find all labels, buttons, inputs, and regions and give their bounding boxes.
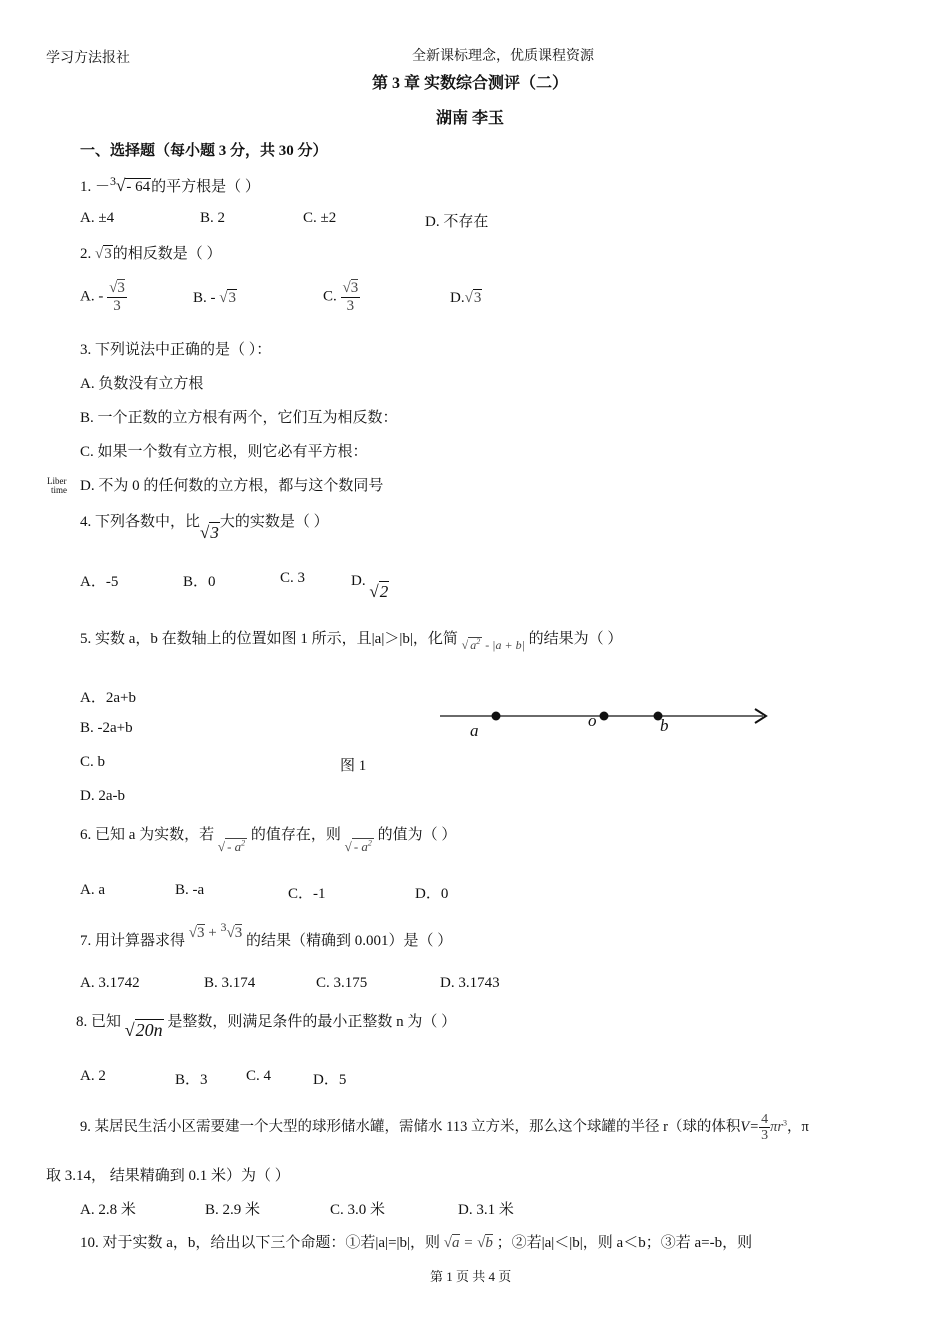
watermark-logo: Liber time (47, 476, 67, 495)
q6-option-d: D．0 (415, 886, 449, 902)
q5-option-b: B. -2a+b (80, 720, 133, 736)
q1-option-b: B. 2 (200, 210, 226, 226)
question-9-line2: 取 3.14， 结果精确到 0.1 米）为（ ） (46, 1168, 290, 1184)
q4-option-b: B．0 (183, 574, 216, 590)
question-7: 7. 用计算器求得 √3 + $^3$√3 的结果（精确到 0.001）是（ ） (80, 920, 453, 949)
q1-option-a: A. ±4 (80, 210, 115, 226)
q2-option-d: D.√3 (450, 290, 482, 306)
point-a (492, 712, 501, 721)
q8-option-d: D．5 (313, 1072, 347, 1088)
number-line-figure (435, 700, 775, 745)
question-4: 4. 下列各数中，比√3大的实数是（ ） (80, 514, 329, 542)
q9-option-b: B. 2.9 米 (205, 1202, 261, 1218)
q3-option-a: A. 负数没有立方根 (80, 376, 204, 392)
figure-caption: 图 1 (340, 758, 367, 774)
label-a: a (470, 721, 479, 740)
q9-option-a: A. 2.8 米 (80, 1202, 136, 1218)
question-1: 1. －$^3$√- 64的平方根是（ ） (80, 174, 260, 195)
point-o (600, 712, 609, 721)
q1-option-d: D. 不存在 (425, 214, 489, 230)
q8-option-b: B．3 (175, 1072, 208, 1088)
question-2: 2. √3的相反数是（ ） (80, 246, 222, 262)
q6-option-b: B. -a (175, 882, 205, 898)
label-o: o (588, 711, 597, 730)
question-5: 5. 实数 a，b 在数轴上的位置如图 1 所示，且|a|＞|b|，化简 $_{√ a^2 - |a + b|}$ 的结果为（ ） (80, 631, 623, 652)
q9-option-d: D. 3.1 米 (458, 1202, 514, 1218)
page-footer: 第 1 页 共 4 页 (430, 1269, 512, 1284)
q5-option-a: A．2a+b (80, 690, 136, 706)
label-b: b (660, 716, 669, 735)
q7-option-d: D. 3.1743 (440, 975, 500, 991)
question-6: 6. 已知 a 为实数，若 √ - $a^2$ 的值存在，则 √ - $a^2$ 的值为（ ） (80, 827, 457, 854)
q7-option-a: A. 3.1742 (80, 975, 140, 991)
header-slogan: 全新课标理念，优质课程资源 (412, 49, 594, 64)
question-10: 10. 对于实数 a，b，给出以下三个命题：①若|a|=|b|，则 √a = √b ；②若|a|＜|b|，则 a＜b；③若 a=-b，则 (80, 1235, 753, 1251)
q5-option-d: D. 2a-b (80, 788, 125, 804)
section-heading: 一、选择题（每小题 3 分，共 30 分） (80, 143, 328, 159)
q9-option-c: C. 3.0 米 (330, 1202, 386, 1218)
q6-option-a: A. a (80, 882, 105, 898)
question-3: 3. 下列说法中正确的是（ ）： (80, 342, 272, 358)
q2-option-a: A. - $\frac{√3}{3}$ (80, 280, 125, 314)
q1-option-c: C. ±2 (303, 210, 337, 226)
author: 湖南 李玉 (436, 110, 505, 127)
q6-option-c: C．-1 (288, 886, 326, 902)
question-9: 9. 某居民生活小区需要建一个大型的球形储水罐，需储水 113 立方米，那么这个球罐的半径 r（球的体积V= $\frac{4}{3}$ $\pi r^3$，π (80, 1112, 809, 1144)
q3-option-c: C. 如果一个数有立方根，则它必有平方根： (80, 444, 368, 460)
q4-option-a: A．-5 (80, 574, 119, 590)
q3-option-d: D. 不为 0 的任何数的立方根，都与这个数同号 (80, 478, 384, 494)
q4-option-d: D. √2 (351, 573, 389, 601)
q7-option-b: B. 3.174 (204, 975, 256, 991)
q5-option-c: C. b (80, 754, 106, 770)
q2-option-b: B. - √3 (193, 290, 236, 306)
q7-option-c: C. 3.175 (316, 975, 368, 991)
header-publisher: 学习方法报社 (46, 51, 130, 66)
q8-option-a: A. 2 (80, 1068, 106, 1084)
q8-option-c: C. 4 (246, 1068, 272, 1084)
q2-option-c: C. $\frac{√3}{3}$ (323, 280, 359, 314)
question-8: 8. 已知 √20n 是整数，则满足条件的最小正整数 n 为（ ） (76, 1014, 457, 1040)
q4-option-c: C. 3 (280, 570, 306, 586)
page-title: 第 3 章 实数综合测评（二） (372, 75, 569, 92)
q3-option-b: B. 一个正数的立方根有两个，它们互为相反数： (80, 410, 398, 426)
